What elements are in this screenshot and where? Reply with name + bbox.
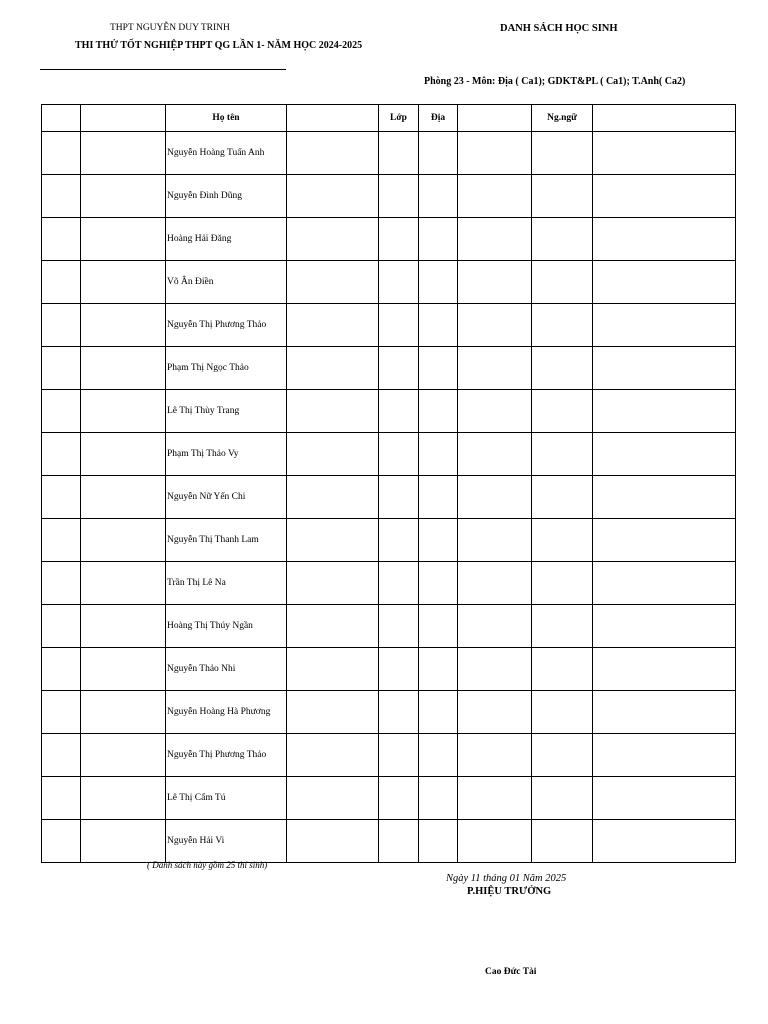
table-cell bbox=[593, 777, 736, 820]
student-name: Hoàng Thị Thúy Ngần bbox=[166, 605, 287, 648]
table-cell bbox=[42, 347, 81, 390]
table-row bbox=[42, 648, 736, 691]
table-cell bbox=[81, 476, 166, 519]
table-cell bbox=[81, 562, 166, 605]
table-cell bbox=[287, 476, 379, 519]
table-cell bbox=[42, 433, 81, 476]
table-cell bbox=[42, 605, 81, 648]
table-cell bbox=[379, 132, 419, 175]
table-cell bbox=[81, 304, 166, 347]
table-cell bbox=[593, 132, 736, 175]
table-cell bbox=[532, 476, 593, 519]
table-cell bbox=[419, 304, 458, 347]
table-cell bbox=[458, 691, 532, 734]
table-cell bbox=[458, 390, 532, 433]
room-subject-info: Phòng 23 - Môn: Địa ( Ca1); GDKT&PL ( Ca1); T.Anh( Ca2) bbox=[424, 76, 686, 87]
table-cell bbox=[379, 820, 419, 863]
signer-role: P.HIỆU TRƯỞNG bbox=[467, 886, 552, 897]
table-row bbox=[42, 433, 736, 476]
document-title: DANH SÁCH HỌC SINH bbox=[500, 23, 618, 34]
table-cell bbox=[458, 734, 532, 777]
table-cell bbox=[379, 390, 419, 433]
student-name: Nguyễn Hoàng Hà Phương bbox=[166, 691, 287, 734]
table-cell bbox=[593, 605, 736, 648]
table-cell bbox=[379, 734, 419, 777]
table-row bbox=[42, 734, 736, 777]
table-cell bbox=[379, 347, 419, 390]
table-row bbox=[42, 820, 736, 863]
table-cell bbox=[532, 519, 593, 562]
table-cell bbox=[42, 820, 81, 863]
table-cell bbox=[42, 132, 81, 175]
table-cell bbox=[379, 261, 419, 304]
table-cell bbox=[532, 304, 593, 347]
table-cell bbox=[419, 175, 458, 218]
table-cell bbox=[458, 218, 532, 261]
table-row bbox=[42, 132, 736, 175]
table-row bbox=[42, 347, 736, 390]
table-cell bbox=[287, 691, 379, 734]
table-cell bbox=[42, 777, 81, 820]
table-cell bbox=[532, 261, 593, 304]
table-cell bbox=[419, 218, 458, 261]
table-cell bbox=[81, 433, 166, 476]
table-cell bbox=[532, 347, 593, 390]
table-cell bbox=[532, 648, 593, 691]
table-cell bbox=[419, 390, 458, 433]
table-cell bbox=[419, 347, 458, 390]
table-cell bbox=[593, 261, 736, 304]
col-header-dob bbox=[287, 105, 379, 132]
student-name: Nguyễn Nữ Yến Chi bbox=[166, 476, 287, 519]
table-cell bbox=[81, 175, 166, 218]
table-cell bbox=[419, 261, 458, 304]
table-row bbox=[42, 218, 736, 261]
table-cell bbox=[287, 261, 379, 304]
table-cell bbox=[379, 218, 419, 261]
table-cell bbox=[287, 605, 379, 648]
table-cell bbox=[458, 519, 532, 562]
table-cell bbox=[42, 304, 81, 347]
table-cell bbox=[287, 347, 379, 390]
table-row bbox=[42, 691, 736, 734]
student-rows bbox=[42, 132, 736, 863]
table-cell bbox=[419, 476, 458, 519]
table-cell bbox=[287, 648, 379, 691]
col-header-geography: Địa bbox=[419, 105, 458, 132]
table-cell bbox=[458, 605, 532, 648]
col-header-signature bbox=[593, 105, 736, 132]
table-cell bbox=[81, 648, 166, 691]
table-cell bbox=[593, 175, 736, 218]
table-cell bbox=[379, 691, 419, 734]
table-cell bbox=[532, 562, 593, 605]
table-cell bbox=[458, 562, 532, 605]
table-cell bbox=[458, 132, 532, 175]
table-cell bbox=[532, 218, 593, 261]
table-cell bbox=[458, 648, 532, 691]
table-cell bbox=[379, 304, 419, 347]
table-cell bbox=[419, 691, 458, 734]
table-cell bbox=[42, 648, 81, 691]
table-cell bbox=[287, 390, 379, 433]
student-name: Hoàng Hải Đăng bbox=[166, 218, 287, 261]
table-cell bbox=[419, 605, 458, 648]
col-header-id bbox=[81, 105, 166, 132]
count-note: ( Danh sách này gồm 25 thí sinh) bbox=[147, 860, 268, 870]
table-cell bbox=[419, 433, 458, 476]
student-name: Nguyễn Hoàng Tuấn Anh bbox=[166, 132, 287, 175]
table-row bbox=[42, 476, 736, 519]
student-name: Nguyễn Thị Phương Thảo bbox=[166, 734, 287, 777]
table-cell bbox=[42, 476, 81, 519]
table-cell bbox=[81, 605, 166, 648]
table-cell bbox=[593, 820, 736, 863]
table-cell bbox=[379, 562, 419, 605]
table-cell bbox=[593, 433, 736, 476]
table-cell bbox=[458, 347, 532, 390]
table-cell bbox=[81, 132, 166, 175]
table-cell bbox=[81, 390, 166, 433]
table-cell bbox=[42, 691, 81, 734]
table-cell bbox=[287, 218, 379, 261]
table-cell bbox=[532, 132, 593, 175]
table-cell bbox=[42, 734, 81, 777]
signer-name: Cao Đức Tài bbox=[485, 967, 537, 977]
table-cell bbox=[379, 777, 419, 820]
table-cell bbox=[593, 218, 736, 261]
header-divider bbox=[40, 69, 286, 70]
table-cell bbox=[379, 175, 419, 218]
table-cell bbox=[419, 648, 458, 691]
table-cell bbox=[287, 175, 379, 218]
exam-title: THI THỬ TỐT NGHIỆP THPT QG LẦN 1- NĂM HỌC 2024-2025 bbox=[75, 40, 363, 51]
table-cell bbox=[419, 734, 458, 777]
table-cell bbox=[532, 175, 593, 218]
table-cell bbox=[593, 390, 736, 433]
table-cell bbox=[593, 691, 736, 734]
table-cell bbox=[458, 820, 532, 863]
table-cell bbox=[42, 519, 81, 562]
student-name: Nguyễn Hải Vi bbox=[166, 820, 287, 863]
student-name: Nguyễn Thảo Nhi bbox=[166, 648, 287, 691]
table-cell bbox=[458, 261, 532, 304]
table-cell bbox=[42, 390, 81, 433]
table-cell bbox=[287, 304, 379, 347]
table-cell bbox=[81, 218, 166, 261]
table-cell bbox=[593, 304, 736, 347]
col-header-language: Ng.ngữ bbox=[532, 105, 593, 132]
table-cell bbox=[81, 820, 166, 863]
table-cell bbox=[287, 132, 379, 175]
table-cell bbox=[81, 347, 166, 390]
student-name: Phạm Thị Ngọc Thảo bbox=[166, 347, 287, 390]
table-cell bbox=[532, 390, 593, 433]
signature-date: Ngày 11 tháng 01 Năm 2025 bbox=[446, 873, 567, 884]
table-cell bbox=[81, 261, 166, 304]
student-name: Võ Ân Điền bbox=[166, 261, 287, 304]
table-row bbox=[42, 304, 736, 347]
table-cell bbox=[593, 347, 736, 390]
student-name: Nguyễn Đình Dũng bbox=[166, 175, 287, 218]
table-cell bbox=[419, 519, 458, 562]
table-row bbox=[42, 777, 736, 820]
table-cell bbox=[81, 777, 166, 820]
table-cell bbox=[379, 476, 419, 519]
table-cell bbox=[81, 734, 166, 777]
table-cell bbox=[532, 605, 593, 648]
table-cell bbox=[532, 777, 593, 820]
table-cell bbox=[532, 691, 593, 734]
table-cell bbox=[81, 519, 166, 562]
col-header-class: Lớp bbox=[379, 105, 419, 132]
table-row bbox=[42, 562, 736, 605]
table-cell bbox=[42, 218, 81, 261]
table-cell bbox=[81, 691, 166, 734]
table-cell bbox=[287, 519, 379, 562]
table-cell bbox=[42, 562, 81, 605]
table-cell bbox=[287, 820, 379, 863]
table-cell bbox=[593, 734, 736, 777]
table-cell bbox=[532, 734, 593, 777]
table-cell bbox=[419, 132, 458, 175]
student-name: Phạm Thị Thảo Vy bbox=[166, 433, 287, 476]
table-row bbox=[42, 390, 736, 433]
table-cell bbox=[379, 648, 419, 691]
table-cell bbox=[419, 562, 458, 605]
table-cell bbox=[593, 562, 736, 605]
table-cell bbox=[593, 648, 736, 691]
table-cell bbox=[532, 820, 593, 863]
school-name: THPT NGUYỄN DUY TRINH bbox=[110, 23, 230, 33]
col-header-stt bbox=[42, 105, 81, 132]
table-cell bbox=[593, 519, 736, 562]
table-cell bbox=[458, 777, 532, 820]
table-cell bbox=[287, 777, 379, 820]
student-table bbox=[41, 104, 736, 863]
table-cell bbox=[458, 476, 532, 519]
table-cell bbox=[458, 304, 532, 347]
table-row bbox=[42, 261, 736, 304]
table-cell bbox=[42, 261, 81, 304]
table-cell bbox=[419, 777, 458, 820]
table-cell bbox=[458, 433, 532, 476]
col-header-name: Họ tên bbox=[166, 105, 287, 132]
table-cell bbox=[458, 175, 532, 218]
table-cell bbox=[419, 820, 458, 863]
table-cell bbox=[379, 433, 419, 476]
table-cell bbox=[287, 734, 379, 777]
table-cell bbox=[42, 175, 81, 218]
col-header-civics bbox=[458, 105, 532, 132]
student-name: Trần Thị Lê Na bbox=[166, 562, 287, 605]
table-cell bbox=[593, 476, 736, 519]
table-header-row bbox=[42, 105, 736, 132]
table-row bbox=[42, 519, 736, 562]
table-cell bbox=[379, 519, 419, 562]
table-cell bbox=[287, 562, 379, 605]
student-name: Nguyễn Thị Thanh Lam bbox=[166, 519, 287, 562]
student-name: Lê Thị Cẩm Tú bbox=[166, 777, 287, 820]
table-cell bbox=[287, 433, 379, 476]
student-name: Lê Thị Thùy Trang bbox=[166, 390, 287, 433]
table-cell bbox=[532, 433, 593, 476]
student-name: Nguyễn Thị Phương Thảo bbox=[166, 304, 287, 347]
table-cell bbox=[379, 605, 419, 648]
table-row bbox=[42, 175, 736, 218]
table-row bbox=[42, 605, 736, 648]
